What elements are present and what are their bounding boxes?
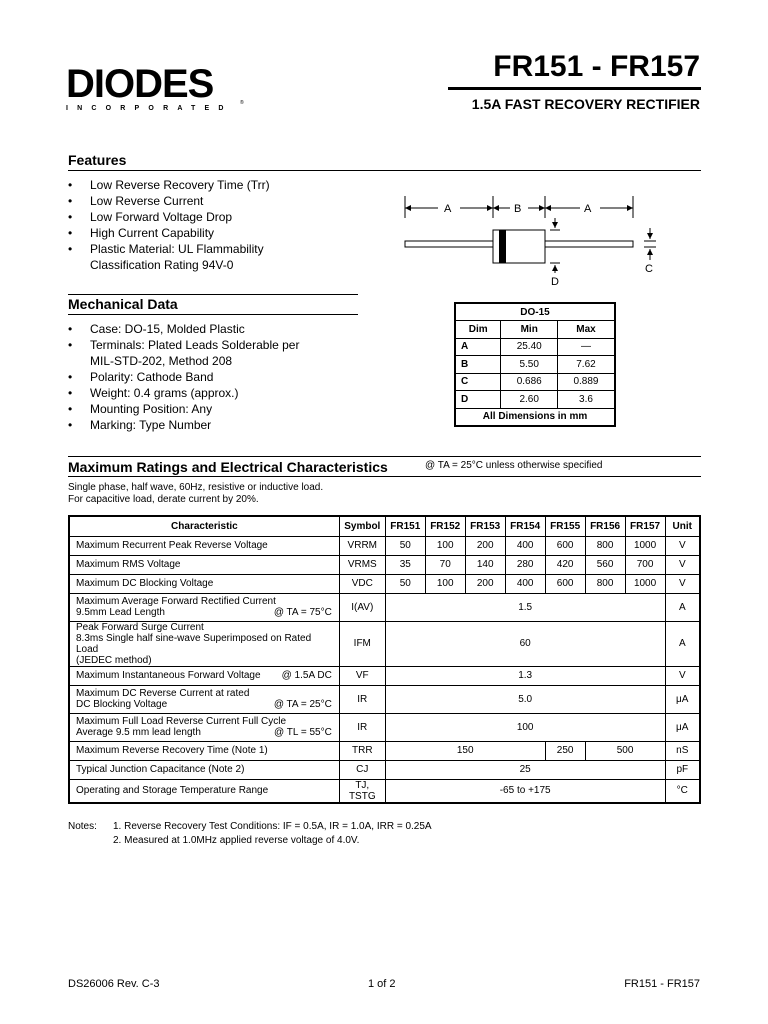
ratings-load-note [68,482,323,506]
value-cell: 200 [465,536,505,555]
characteristic-cell: Maximum DC Blocking Voltage [69,574,339,593]
characteristic-line: Maximum Instantaneous Forward Voltage [76,670,261,681]
dim-header: Max [557,321,615,339]
unit-cell: A [665,593,700,621]
list-item [68,337,388,369]
dim-cell: 7.62 [557,356,615,374]
value-cell: 1000 [625,574,665,593]
characteristic-line: Maximum Full Load Reverse Current Full Cycle [76,716,287,727]
dim-cell: 25.40 [501,338,558,356]
footer-part-range: FR151 - FR157 [624,978,700,990]
note-1: 1. Reverse Recovery Test Conditions: IF = 0.5A, IR = 1.0A, IRR = 0.25A [113,821,432,832]
footer-page-number: 1 of 2 [368,978,396,990]
symbol-cell: TJ, TSTG [339,779,385,803]
table-row [69,741,700,760]
characteristic-line: Peak Forward Surge Current [76,621,204,633]
value-cell: 50 [385,536,425,555]
dim-cell: A [455,338,501,356]
mechanical-list [68,321,388,433]
table-row [69,593,700,621]
characteristic-cell: Typical Junction Capacitance (Note 2) [69,760,339,779]
dim-table-footer: All Dimensions in mm [455,408,615,426]
table-row [455,321,615,339]
symbol-cell: VRRM [339,536,385,555]
column-header: FR151 [385,516,425,536]
value-cell: 800 [585,574,625,593]
characteristic-line: Maximum Average Forward Rectified Current [76,596,276,607]
list-item: • Marking: Type Number [68,417,388,433]
do15-outline-diagram [400,188,660,288]
value-cell: 1.5 [385,593,665,621]
test-condition: @ TA = 25°C [273,699,332,710]
column-header: FR153 [465,516,505,536]
ratings-top-rule [68,456,701,457]
value-cell: 50 [385,574,425,593]
ratings-note-line: For capacitive load, derate current by 20%. [68,494,259,505]
characteristic-line: 8.3ms Single half sine-wave Superimposed on Rated Load [76,632,312,655]
table-row [69,574,700,593]
dim-label-d: D [551,276,559,288]
value-cell: 400 [505,536,545,555]
diodes-logo [66,64,246,114]
list-item-line: Classification Rating 94V-0 [90,258,234,272]
dim-cell: 0.686 [501,373,558,391]
unit-cell: V [665,555,700,574]
list-item: • Case: DO-15, Molded Plastic [68,321,388,337]
mechanical-rule [68,314,358,315]
table-row [69,536,700,555]
list-item: • Polarity: Cathode Band [68,369,388,385]
dim-cell: — [557,338,615,356]
value-cell: 600 [545,536,585,555]
dim-header: Min [501,321,558,339]
symbol-cell: CJ [339,760,385,779]
characteristic-line: 9.5mm Lead Length [76,607,165,618]
column-header: FR152 [425,516,465,536]
table-row [69,685,700,713]
dim-label-a-right: A [584,203,592,215]
features-list [68,177,388,273]
list-item: • Low Reverse Recovery Time (Trr) [68,177,388,193]
unit-cell: V [665,536,700,555]
column-header: FR154 [505,516,545,536]
value-cell: 420 [545,555,585,574]
unit-cell: °C [665,779,700,803]
value-cell: 100 [385,713,665,741]
symbol-cell: IFM [339,621,385,666]
column-header: Unit [665,516,700,536]
table-row [455,408,615,426]
dim-cell: C [455,373,501,391]
column-header: FR156 [585,516,625,536]
ratings-note-line: Single phase, half wave, 60Hz, resistive or inductive load. [68,482,324,493]
ratings-rule [68,476,701,477]
characteristic-cell: Maximum RMS Voltage [69,555,339,574]
value-cell: 100 [425,574,465,593]
note-2: 2. Measured at 1.0MHz applied reverse voltage of 4.0V. [113,835,360,846]
dim-cell: 2.60 [501,391,558,409]
table-row [69,760,700,779]
value-cell: 1.3 [385,666,665,685]
features-heading: Features [68,152,127,168]
unit-cell: A [665,621,700,666]
table-row [455,373,615,391]
value-cell: 150 [385,741,545,760]
value-cell: 280 [505,555,545,574]
column-header: Characteristic [69,516,339,536]
test-condition: @ TA = 75°C [273,607,332,618]
characteristic-cell: Maximum Recurrent Peak Reverse Voltage [69,536,339,555]
value-cell: 400 [505,574,545,593]
list-item-line: Plastic Material: UL Flammability [90,242,264,256]
dim-cell: B [455,356,501,374]
characteristic-line: Average 9.5 mm lead length [76,727,201,738]
value-cell: 140 [465,555,505,574]
characteristic-cell: Operating and Storage Temperature Range [69,779,339,803]
unit-cell: nS [665,741,700,760]
unit-cell: μA [665,713,700,741]
characteristic-cell [69,621,339,666]
footer-doc-number: DS26006 Rev. C-3 [68,978,160,990]
value-cell: 100 [425,536,465,555]
symbol-cell: I(AV) [339,593,385,621]
symbol-cell: VRMS [339,555,385,574]
unit-cell: V [665,574,700,593]
cathode-band [499,230,506,263]
logo-wordmark: DIODES [66,62,214,106]
ratings-condition: @ TA = 25°C unless otherwise specified [425,460,603,471]
title-rule [448,87,701,90]
value-cell: -65 to +175 [385,779,665,803]
list-item: • Low Reverse Current [68,193,388,209]
unit-cell: pF [665,760,700,779]
characteristic-cell [69,666,339,685]
table-row [455,356,615,374]
table-row [69,713,700,741]
list-item: • High Current Capability [68,225,388,241]
dim-table-title: DO-15 [455,303,615,321]
features-rule [68,170,701,171]
dim-cell: 5.50 [501,356,558,374]
symbol-cell: VF [339,666,385,685]
notes-label: Notes: [68,821,97,832]
value-cell: 560 [585,555,625,574]
value-cell: 600 [545,574,585,593]
value-cell: 70 [425,555,465,574]
value-cell: 35 [385,555,425,574]
logo-subtext: INCORPORATED [66,105,233,112]
page-title: FR151 - FR157 [493,50,700,83]
column-header: FR157 [625,516,665,536]
table-row [69,555,700,574]
value-cell: 1000 [625,536,665,555]
dim-cell: 0.889 [557,373,615,391]
test-condition: @ TL = 55°C [274,727,332,738]
do15-dimensions-table [454,302,616,427]
symbol-cell: IR [339,713,385,741]
value-cell: 700 [625,555,665,574]
column-header: FR155 [545,516,585,536]
unit-cell: μA [665,685,700,713]
logo-trademark: ® [240,100,244,106]
notes-block [68,820,432,848]
table-row [69,621,700,666]
table-row [455,338,615,356]
value-cell: 25 [385,760,665,779]
characteristic-cell: Maximum Reverse Recovery Time (Note 1) [69,741,339,760]
value-cell: 800 [585,536,625,555]
table-row [69,666,700,685]
characteristic-line: (JEDEC method) [76,654,152,666]
symbol-cell: IR [339,685,385,713]
column-header: Symbol [339,516,385,536]
dim-header: Dim [455,321,501,339]
value-cell: 250 [545,741,585,760]
ratings-heading: Maximum Ratings and Electrical Characteristics [68,459,388,475]
value-cell: 5.0 [385,685,665,713]
table-row [455,303,615,321]
symbol-cell: VDC [339,574,385,593]
characteristic-cell [69,593,339,621]
table-row [69,779,700,803]
dim-cell: 3.6 [557,391,615,409]
mechanical-heading: Mechanical Data [68,296,178,312]
page-subtitle: 1.5A FAST RECOVERY RECTIFIER [471,96,700,112]
dim-cell: D [455,391,501,409]
value-cell: 60 [385,621,665,666]
characteristic-line: Maximum DC Reverse Current at rated [76,688,250,699]
characteristic-line: DC Blocking Voltage [76,699,168,710]
test-condition: @ 1.5A DC [281,670,332,681]
dim-label-b: B [514,203,522,215]
value-cell: 500 [585,741,665,760]
characteristic-cell [69,685,339,713]
symbol-cell: TRR [339,741,385,760]
table-row [455,391,615,409]
list-item: • Low Forward Voltage Drop [68,209,388,225]
unit-cell: V [665,666,700,685]
list-item [68,241,388,273]
list-item: • Mounting Position: Any [68,401,388,417]
list-item-line: MIL-STD-202, Method 208 [90,354,233,368]
ratings-table [68,515,701,804]
characteristic-cell [69,713,339,741]
list-item-line: Terminals: Plated Leads Solderable per [90,338,300,352]
dim-label-a-left: A [444,203,452,215]
mechanical-top-rule [68,294,358,295]
list-item: • Weight: 0.4 grams (approx.) [68,385,388,401]
dim-label-c: C [645,263,653,275]
table-header-row [69,516,700,536]
value-cell: 200 [465,574,505,593]
